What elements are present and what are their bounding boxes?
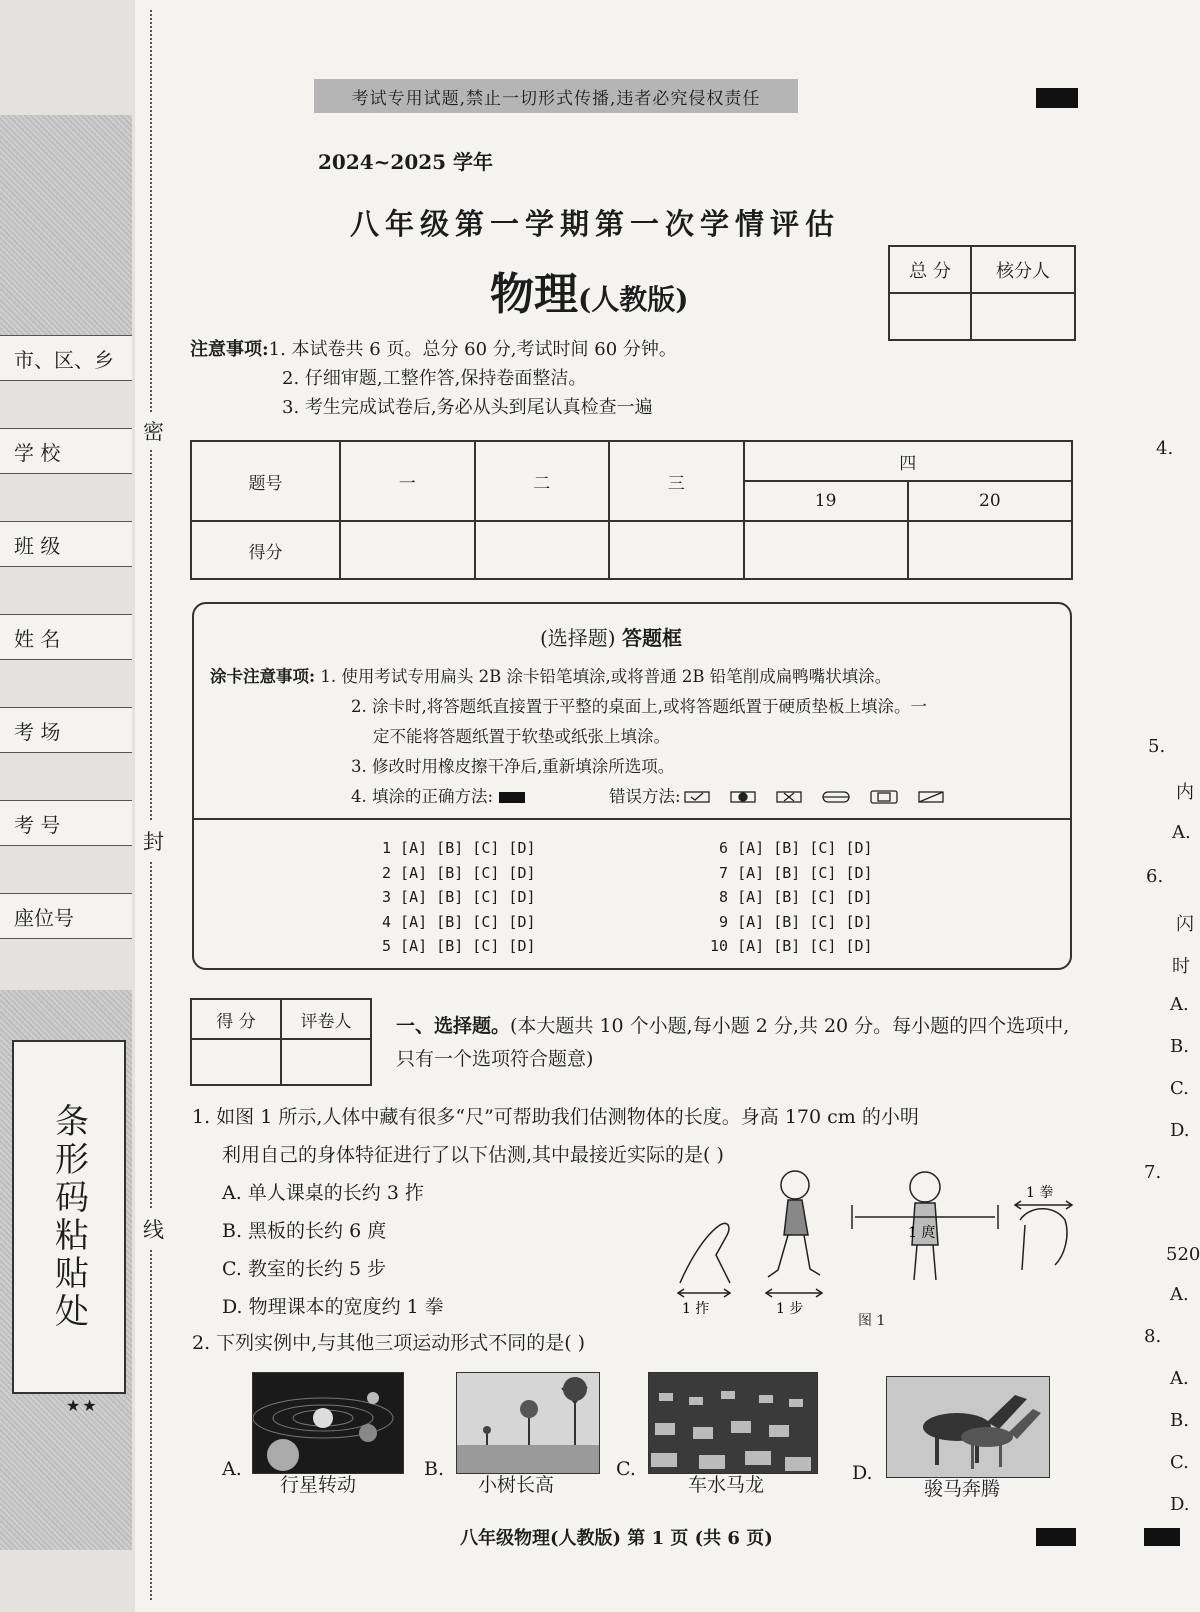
stars-mark: ★★ (66, 1396, 99, 1415)
next-page-fragment: D. (1170, 1494, 1190, 1515)
question-2-letter-b[interactable]: B. (424, 1458, 445, 1480)
checker-cell[interactable] (971, 293, 1075, 340)
section-description: (本大题共 10 个小题,每小题 2 分,共 20 分。每小题的四个选项中,只有一个选项符合题意) (396, 1015, 1070, 1070)
field-school: 学 校 (0, 428, 132, 474)
section-reviewer-label: 评卷人 (281, 999, 371, 1039)
notes-heading: 注意事项: (190, 339, 269, 360)
next-page-fragment: C. (1170, 1078, 1189, 1099)
question-2-letter-c[interactable]: C. (616, 1458, 636, 1480)
subject-title (490, 258, 689, 322)
answer-bubbles-1-5[interactable]: 1 [A] [B] [C] [D] 2 [A] [B] [C] [D] 3 [A] [B] [C] [D] 4 [A] [B] [C] [D] 5 [A] [B] [C] [D] (382, 839, 536, 955)
exam-notes (190, 335, 677, 422)
tree-growth-photo (456, 1372, 600, 1474)
answer-box-title-a: (选择题) (540, 626, 616, 650)
next-page-fragment: D. (1170, 1120, 1190, 1141)
question-1-option-a[interactable]: A. 单人课桌的长约 3 拃 (222, 1182, 424, 1204)
next-page-fragment: 520 (1166, 1244, 1200, 1265)
section-reviewer-cell[interactable] (281, 1039, 371, 1085)
question-1-option-b[interactable]: B. 黑板的长约 6 庹 (222, 1220, 387, 1242)
score-cell[interactable] (475, 521, 610, 579)
score-cell[interactable] (609, 521, 744, 579)
next-page-fragment: 7. (1144, 1162, 1162, 1183)
fill-note-item: 2. 涂卡时,将答题纸直接置于平整的桌面上,或将答题纸置于硬质垫板上填涂。一 (351, 697, 927, 716)
question-1-option-c[interactable]: C. 教室的长约 5 步 (222, 1258, 387, 1280)
answer-box-divider (192, 818, 1072, 820)
barcode-area (12, 1040, 126, 1394)
col-19: 19 (744, 481, 908, 521)
binding-shade-top (0, 115, 132, 335)
fill-notes (210, 662, 953, 812)
next-page-fragment: A. (1170, 994, 1189, 1015)
total-score-cell[interactable] (889, 293, 971, 340)
registration-mark (1036, 88, 1078, 108)
wrong-method-label: 错误方法: (609, 787, 681, 806)
col-20: 20 (908, 481, 1072, 521)
seal-dotted-line (150, 10, 152, 1600)
fill-note-item: 3. 修改时用橡皮擦干净后,重新填涂所选项。 (351, 757, 675, 776)
figure-1-illustration (670, 1165, 1080, 1315)
seal-char-xian: 线 (143, 1210, 164, 1248)
fig-label-zha: 1 拃 (682, 1301, 710, 1315)
field-seat-number: 座位号 (0, 893, 132, 939)
planets-photo (252, 1372, 404, 1474)
next-page-fragment: 时 (1172, 956, 1190, 977)
next-page-fragment: C. (1170, 1452, 1189, 1473)
question-1-stem-line2: 利用自己的身体特征进行了以下估测,其中最接近实际的是( ) (222, 1144, 724, 1166)
answer-box-title (540, 622, 682, 651)
registration-mark (1144, 1528, 1180, 1546)
caption-tree: 小树长高 (478, 1474, 555, 1496)
horses-photo (886, 1376, 1050, 1478)
field-class: 班 级 (0, 521, 132, 567)
school-year: 2024~2025 学年 (318, 150, 494, 174)
col-two: 二 (475, 441, 610, 521)
figure-1-caption: 图 1 (858, 1313, 886, 1329)
question-number-label: 题号 (191, 441, 340, 521)
section-heading (396, 1010, 1074, 1076)
question-2-letter-d[interactable]: D. (852, 1462, 873, 1484)
registration-mark (1036, 1528, 1076, 1546)
field-exam-room: 考 场 (0, 707, 132, 753)
next-page-fragment: 5. (1148, 736, 1166, 757)
fill-note-item: 1. 使用考试专用扁头 2B 涂卡铅笔填涂,或将普通 2B 铅笔削成扁鸭嘴状填涂。 (320, 667, 892, 686)
exam-title: 八年级第一学期第一次学情评估 (350, 207, 841, 241)
question-1-stem-line1: 1. 如图 1 所示,人体中藏有很多“尺”可帮助我们估测物体的长度。身高 170 cm 的小明 (192, 1106, 919, 1128)
col-three: 三 (609, 441, 744, 521)
edition-label: (人教版) (578, 283, 689, 316)
barcode-label: 条形码粘贴处 (48, 1103, 89, 1331)
question-1-option-d[interactable]: D. 物理课本的宽度约 1 拳 (222, 1296, 444, 1318)
next-page-fragment: 闪 (1176, 914, 1194, 935)
question-2-letter-a[interactable]: A. (222, 1458, 242, 1480)
note-item: 3. 考生完成试卷后,务必从头到尾认真检查一遍 (282, 397, 653, 418)
seal-char-mi: 密 (143, 412, 164, 450)
fig-label-quan: 1 拳 (1026, 1185, 1054, 1201)
next-page-fragment: B. (1170, 1410, 1189, 1431)
next-page-fragment: A. (1170, 1368, 1189, 1389)
next-page-fragment: A. (1170, 1284, 1189, 1305)
subject-name: 物理 (490, 269, 578, 320)
caption-planets: 行星转动 (280, 1474, 357, 1496)
caption-horses: 骏马奔腾 (924, 1478, 1001, 1500)
note-item: 2. 仔细审题,工整作答,保持卷面整洁。 (282, 368, 587, 389)
score-cell[interactable] (340, 521, 475, 579)
next-page-fragment: 8. (1144, 1326, 1162, 1347)
fig-label-tuo: 1 庹 (908, 1225, 936, 1241)
section-score-cell[interactable] (191, 1039, 281, 1085)
field-exam-number: 考 号 (0, 800, 132, 846)
answer-bubbles-6-10[interactable]: 6 [A] [B] [C] [D] 7 [A] [B] [C] [D] 8 [A] [B] [C] [D] 9 [A] [B] [C] [D] 10 [A] [B] [C] [D] (710, 839, 873, 955)
next-page-fragment: A. (1172, 822, 1191, 843)
copyright-banner: 考试专用试题,禁止一切形式传播,违者必究侵权责任 (314, 79, 798, 113)
traffic-photo (648, 1372, 818, 1474)
score-cell[interactable] (744, 521, 908, 579)
answer-box-title-b: 答题框 (621, 626, 682, 650)
score-label: 得分 (191, 521, 340, 579)
next-page-fragment: 内 (1176, 782, 1194, 803)
question-2-stem: 2. 下列实例中,与其他三项运动形式不同的是( ) (192, 1332, 586, 1354)
seal-char-feng: 封 (143, 822, 164, 860)
next-page-fragment: 6. (1146, 866, 1164, 887)
fig-label-bu: 1 步 (776, 1301, 804, 1315)
next-page-fragment: 4. (1156, 438, 1174, 459)
hand-span-icon (680, 1223, 730, 1283)
fill-note-item: 定不能将答题纸置于软垫或纸张上填涂。 (373, 727, 670, 746)
caption-traffic: 车水马龙 (688, 1474, 765, 1496)
section-score-label: 得 分 (191, 999, 281, 1039)
col-one: 一 (340, 441, 475, 521)
section-title: 一、选择题。 (396, 1015, 511, 1037)
note-item: 1. 本试卷共 6 页。总分 60 分,考试时间 60 分钟。 (268, 339, 677, 360)
score-cell[interactable] (908, 521, 1072, 579)
grade-table (190, 440, 1073, 580)
checker-label: 核分人 (971, 246, 1075, 293)
field-name: 姓 名 (0, 614, 132, 660)
correct-method-label: 4. 填涂的正确方法: (351, 787, 494, 806)
page-footer: 八年级物理(人教版) 第 1 页 (共 6 页) (460, 1528, 773, 1549)
correct-fill-icon (499, 792, 525, 803)
wrong-methods-icon (683, 788, 953, 806)
next-page-fragment: B. (1170, 1036, 1189, 1057)
section-eval-box (190, 998, 372, 1086)
fill-notes-label: 涂卡注意事项: (210, 667, 316, 686)
total-score-label: 总 分 (889, 246, 971, 293)
col-four: 四 (744, 441, 1073, 481)
field-district: 市、区、乡 (0, 335, 132, 381)
total-score-box (888, 245, 1076, 341)
